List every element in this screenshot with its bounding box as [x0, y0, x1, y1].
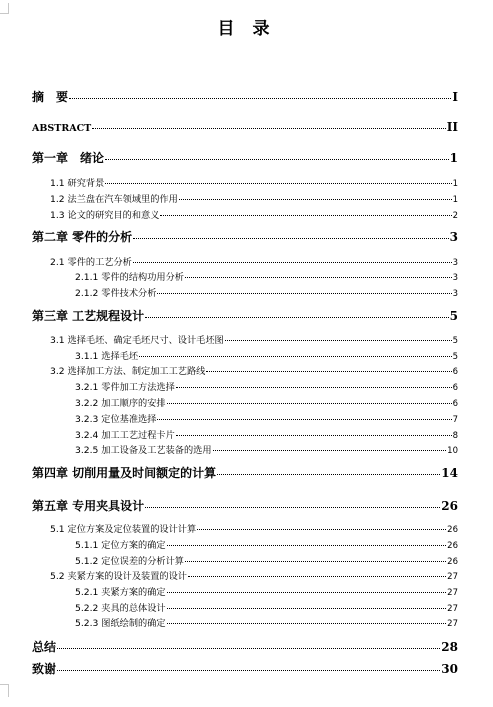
toc-entry-page: 27 — [447, 588, 458, 598]
toc-entry-5-1[interactable] — [50, 521, 458, 535]
toc-entry-page: 6 — [452, 367, 458, 377]
toc-entry-page: 7 — [452, 415, 458, 425]
toc-entry-label: ABSTRACT — [32, 123, 92, 134]
toc-entry-acknowledgement[interactable] — [32, 660, 458, 677]
dot-leader — [157, 419, 451, 420]
toc-entry-1-1[interactable] — [50, 175, 458, 189]
toc-entry-page: 3 — [452, 273, 458, 283]
toc-entry-abstract-cn[interactable] — [32, 88, 458, 105]
toc-entry-3-1-1[interactable] — [75, 348, 458, 362]
dot-leader — [185, 277, 452, 278]
toc-entry-3-2-5[interactable] — [75, 442, 458, 456]
toc-entry-page: 27 — [447, 604, 458, 614]
toc-entry-3-2-2[interactable] — [75, 395, 458, 409]
toc-entry-5-1-2[interactable] — [75, 553, 458, 567]
toc-entry-3-2-1[interactable] — [75, 379, 458, 393]
toc-entry-label: 第四章 切削用量及时间额定的计算 — [32, 466, 217, 480]
toc-entry-chapter-2[interactable] — [32, 228, 458, 245]
toc-entry-label: 5.2.3 图纸绘制的确定 — [75, 618, 166, 629]
toc-entry-label: 摘 要 — [32, 90, 69, 104]
toc-entry-label: 3.2.2 加工顺序的安排 — [75, 398, 166, 409]
toc-entry-label: 5.1.1 定位方案的确定 — [75, 540, 166, 551]
toc-entry-label: 第二章 零件的分析 — [32, 230, 133, 244]
toc-entry-page: 2 — [452, 211, 458, 221]
toc-entry-chapter-5[interactable] — [32, 497, 458, 514]
toc-entry-label: 3.2.5 加工设备及工艺装备的选用 — [75, 445, 212, 456]
dot-leader — [57, 648, 440, 649]
toc-entry-5-1-1[interactable] — [75, 537, 458, 551]
toc-entry-1-2[interactable] — [50, 191, 458, 205]
toc-entry-page: 10 — [447, 446, 458, 456]
toc-entry-label: 2.1 零件的工艺分析 — [50, 257, 132, 268]
toc-entry-label: 5.2 夹紧方案的设计及装置的设计 — [50, 571, 187, 582]
page-corner-mark-bottom — [0, 684, 9, 697]
dot-leader — [92, 128, 446, 129]
dot-leader — [217, 474, 440, 475]
toc-entry-label: 第五章 专用夹具设计 — [32, 499, 145, 513]
toc-entry-page: 6 — [452, 383, 458, 393]
dot-leader — [105, 183, 451, 184]
toc-entry-page: 14 — [441, 466, 458, 480]
toc-entry-chapter-1[interactable] — [32, 149, 458, 166]
dot-leader — [69, 98, 451, 99]
toc-entry-label: 3.2.3 定位基准选择 — [75, 414, 157, 425]
toc-entry-page: 5 — [449, 309, 458, 323]
dot-leader — [188, 576, 446, 577]
toc-entry-chapter-4[interactable] — [32, 464, 458, 481]
toc-entry-page: 1 — [449, 151, 458, 165]
dot-leader — [167, 608, 447, 609]
toc-entry-label: 1.2 法兰盘在汽车领域里的作用 — [50, 194, 178, 205]
toc-entry-label: 3.1 选择毛坯、确定毛坯尺寸、设计毛坯图 — [50, 335, 224, 346]
toc-entry-page: 26 — [447, 541, 458, 551]
dot-leader — [225, 340, 452, 341]
toc-entry-page: 3 — [452, 289, 458, 299]
dot-leader — [176, 435, 452, 436]
toc-title: 目 录 — [217, 19, 276, 39]
toc-entry-label: 5.1 定位方案及定位装置的设计计算 — [50, 524, 197, 535]
toc-entry-label: 5.1.2 定位误差的分析计算 — [75, 556, 184, 567]
toc-entry-label: 1.3 论文的研究目的和意义 — [50, 210, 160, 221]
toc-entry-label: 3.2.4 加工工艺过程卡片 — [75, 430, 175, 441]
toc-entry-5-2-1[interactable] — [75, 584, 458, 598]
toc-entry-page: 26 — [441, 499, 458, 513]
toc-entry-label: 3.2.1 零件加工方法选择 — [75, 382, 175, 393]
dot-leader — [206, 371, 451, 372]
dot-leader — [133, 238, 448, 239]
dot-leader — [167, 592, 447, 593]
dot-leader — [176, 387, 452, 388]
dot-leader — [145, 507, 440, 508]
dot-leader — [213, 450, 447, 451]
dot-leader — [197, 529, 446, 530]
toc-entry-page: 3 — [452, 258, 458, 268]
toc-entry-chapter-3[interactable] — [32, 307, 458, 324]
dot-leader — [133, 262, 452, 263]
toc-entry-page: 3 — [449, 230, 458, 244]
dot-leader — [139, 356, 452, 357]
toc-entry-page: 1 — [452, 195, 458, 205]
toc-entry-label: 总结 — [32, 640, 57, 654]
toc-entry-label: 5.2.1 夹紧方案的确定 — [75, 587, 166, 598]
toc-entry-1-3[interactable] — [50, 207, 458, 221]
toc-entry-3-2[interactable] — [50, 363, 458, 377]
toc-entry-abstract-en[interactable] — [32, 120, 458, 134]
toc-entry-label: 第三章 工艺规程设计 — [32, 309, 145, 323]
toc-entry-page: 5 — [452, 336, 458, 346]
dot-leader — [57, 670, 440, 671]
toc-entry-page: I — [452, 90, 458, 104]
toc-entry-2-1-2[interactable] — [75, 285, 458, 299]
toc-entry-page: 27 — [447, 619, 458, 629]
toc-entry-page: 27 — [447, 572, 458, 582]
toc-entry-5-2[interactable] — [50, 568, 458, 582]
toc-entry-page: 8 — [452, 431, 458, 441]
toc-entry-summary[interactable] — [32, 638, 458, 655]
toc-entry-label: 2.1.2 零件技术分析 — [75, 288, 157, 299]
toc-entry-label: 2.1.1 零件的结构功用分析 — [75, 272, 184, 283]
toc-entry-label: 1.1 研究背景 — [50, 178, 105, 189]
toc-entry-3-2-3[interactable] — [75, 411, 458, 425]
dot-leader — [167, 403, 452, 404]
toc-entry-label: 3.2 选择加工方法、制定加工工艺路线 — [50, 366, 206, 377]
dot-leader — [160, 215, 451, 216]
dot-leader — [179, 199, 452, 200]
dot-leader — [167, 545, 447, 546]
toc-entry-label: 5.2.2 夹具的总体设计 — [75, 603, 166, 614]
toc-entry-page: 28 — [441, 640, 458, 654]
toc-entry-5-2-3[interactable] — [75, 615, 458, 629]
toc-entry-label: 致谢 — [32, 662, 57, 676]
toc-entry-page: 26 — [447, 557, 458, 567]
toc-entry-page: 26 — [447, 525, 458, 535]
toc-entry-page: 5 — [452, 352, 458, 362]
toc-entry-page: 6 — [452, 399, 458, 409]
toc-entry-label: 3.1.1 选择毛坯 — [75, 351, 139, 362]
toc-entry-label: 第一章 绪论 — [32, 151, 105, 165]
toc-entry-page: II — [446, 120, 458, 134]
dot-leader — [167, 623, 447, 624]
toc-entry-5-2-2[interactable] — [75, 600, 458, 614]
dot-leader — [157, 293, 451, 294]
page-corner-mark-top — [0, 3, 9, 14]
toc-entry-page: 30 — [441, 662, 458, 676]
toc-entry-3-1[interactable] — [50, 332, 458, 346]
toc-entry-3-2-4[interactable] — [75, 427, 458, 441]
dot-leader — [185, 561, 446, 562]
toc-entry-2-1-1[interactable] — [75, 269, 458, 283]
dot-leader — [105, 159, 449, 160]
toc-entry-2-1[interactable] — [50, 254, 458, 268]
toc-entry-page: 1 — [452, 179, 458, 189]
dot-leader — [145, 317, 448, 318]
